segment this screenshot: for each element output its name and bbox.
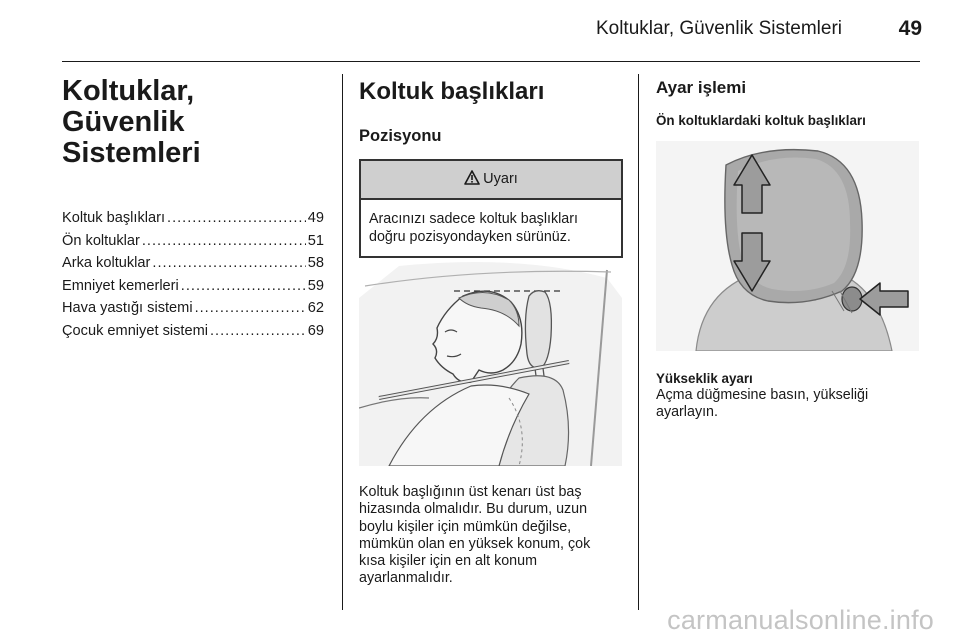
adjustment-column — [656, 78, 922, 129]
toc-label: Çocuk emniyet sistemi — [62, 322, 208, 339]
toc-label: Arka koltuklar — [62, 255, 151, 272]
toc-label: Koltuk başlıkları — [62, 210, 166, 226]
toc-page: 58 — [307, 255, 324, 272]
chapter-title-line: Sistemleri — [62, 137, 201, 169]
body-line: Koltuk başlığının üst kenarı üst baş — [359, 484, 582, 500]
adjustment-title: Ayar işlemi — [656, 78, 747, 97]
warning-text — [361, 200, 621, 256]
column-divider-1 — [342, 74, 343, 610]
toc-entry[interactable] — [62, 297, 324, 320]
chapter-title-line: Koltuklar, Güvenlik — [62, 75, 195, 138]
adjustment-subtitle: Ön koltuklardaki koltuk başlıkları — [656, 113, 866, 128]
watermark: carmanualsonline.info — [667, 605, 934, 635]
body-line: mümkün olan en yüksek konum, çok — [359, 535, 591, 552]
header-title: Koltuklar, Güvenlik Sistemleri — [595, 18, 842, 39]
section-title: Koltuk başlıkları — [359, 78, 545, 105]
table-of-contents — [62, 207, 324, 343]
toc-page: 62 — [307, 300, 324, 317]
height-adjust-title: Yükseklik ayarı — [656, 371, 753, 386]
chapter-column — [62, 76, 324, 343]
page-number: 49 — [898, 17, 922, 40]
toc-entry[interactable] — [62, 207, 324, 230]
toc-entry[interactable] — [62, 275, 324, 298]
header-rule — [62, 61, 920, 62]
body-line: boylu kişiler için mümkün değilse, — [359, 518, 572, 535]
toc-leader — [210, 320, 306, 343]
warning-box — [359, 159, 623, 258]
warning-triangle-icon — [464, 163, 480, 200]
toc-leader — [142, 230, 306, 253]
toc-leader — [152, 252, 305, 275]
warning-text-line: doğru pozisyondayken sürünüz. — [369, 229, 571, 245]
toc-entry[interactable] — [62, 230, 324, 253]
toc-leader — [195, 297, 306, 320]
toc-leader — [181, 275, 306, 298]
toc-entry[interactable] — [62, 320, 324, 343]
column-divider-2 — [638, 74, 639, 610]
headrest-adjust-illustration — [656, 141, 919, 351]
body-line: ayarlayın. — [656, 404, 718, 421]
warning-label: Uyarı — [483, 171, 518, 187]
driver-headrest-illustration — [359, 258, 622, 466]
warning-text-line: Aracınızı sadece koltuk başlıkları — [369, 211, 578, 227]
toc-page: 69 — [307, 322, 324, 339]
toc-page: 51 — [307, 232, 324, 249]
toc-label: Hava yastığı sistemi — [62, 300, 193, 317]
body-line: Açma düğmesine basın, yükseliği — [656, 387, 869, 403]
headrest-position-column — [359, 78, 623, 258]
headrest-position-text — [359, 484, 625, 588]
toc-label: Ön koltuklar — [62, 232, 140, 249]
toc-leader — [167, 207, 306, 230]
height-adjust-text — [656, 370, 922, 422]
chapter-title — [62, 76, 324, 169]
toc-page: 49 — [307, 210, 324, 226]
body-line: hizasında olmalıdır. Bu durum, uzun — [359, 501, 588, 518]
section-subtitle: Pozisyonu — [359, 127, 442, 145]
toc-label: Emniyet kemerleri — [62, 277, 179, 294]
warning-header — [361, 161, 621, 200]
toc-entry[interactable] — [62, 252, 324, 275]
body-line: kısa kişiler için en alt konum — [359, 553, 537, 570]
body-line: ayarlanmalıdır. — [359, 570, 453, 587]
toc-page: 59 — [307, 277, 324, 294]
